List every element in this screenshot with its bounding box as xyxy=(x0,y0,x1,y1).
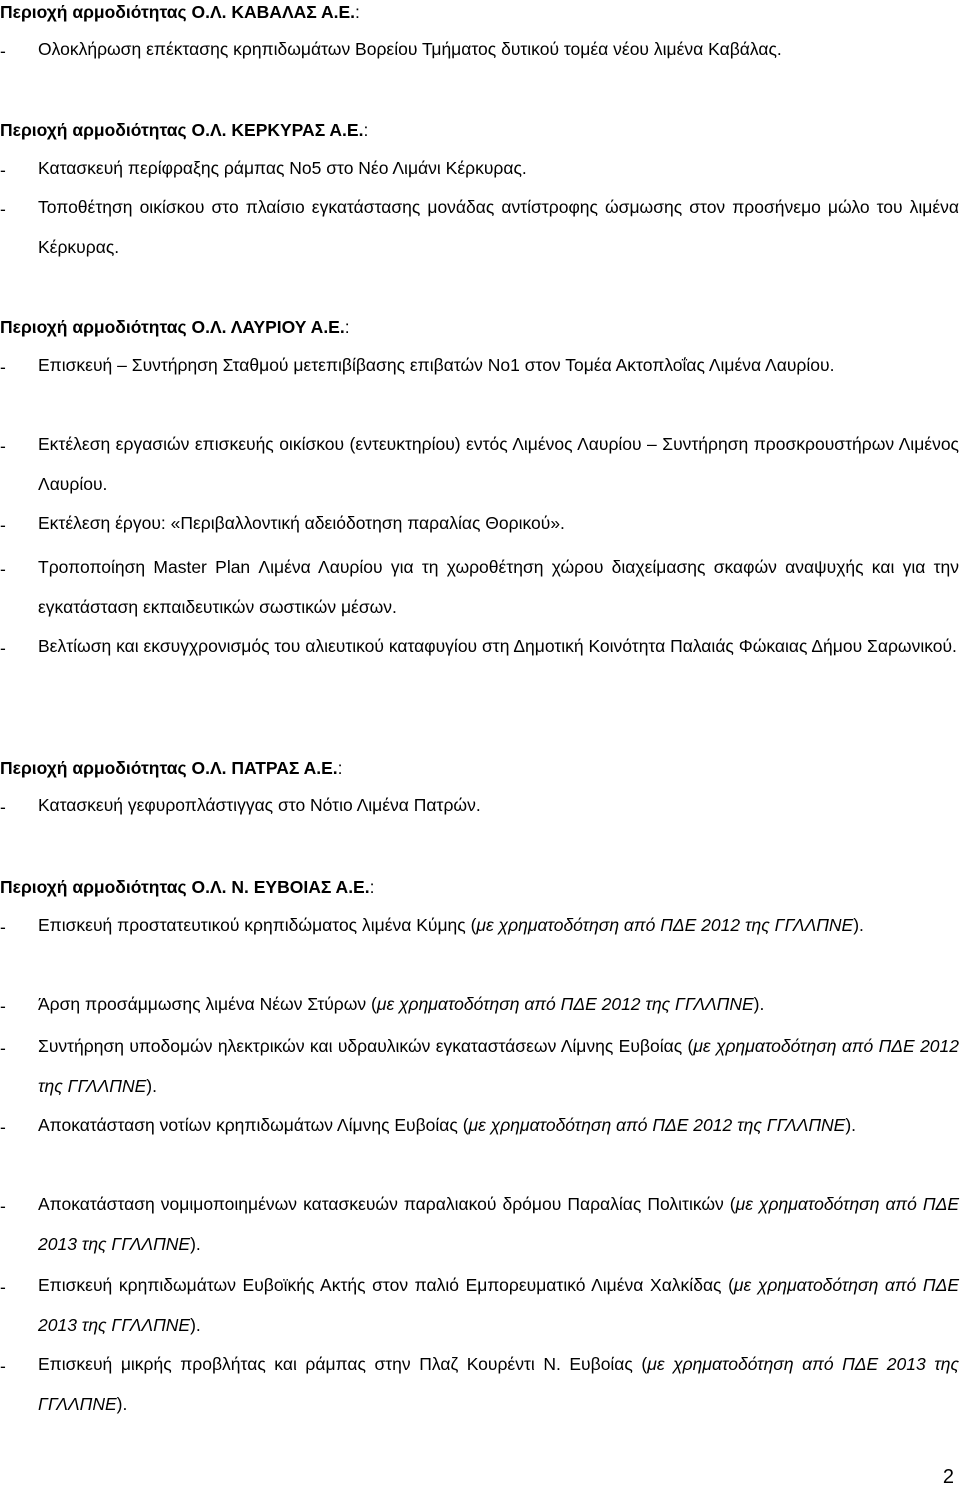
section-heading-colon: : xyxy=(363,120,369,140)
list-item-text xyxy=(38,985,959,1025)
text-run: Επισκευή – Συντήρηση Σταθμού μετεπιβίβασης επιβατών Νο1 στον Τομέα Ακτοπλοΐας Λιμένα Λαυρίου. xyxy=(38,355,835,375)
text-run: Αποκατάσταση νομιμοποιημένων κατασκευών παραλιακού δρόμου Παραλίας Πολιτικών ( xyxy=(38,1194,736,1214)
section-heading-colon: : xyxy=(369,877,375,897)
section-heading-title: Περιοχή αρμοδιότητας Ο.Λ. ΚΑΒΑΛΑΣ Α.Ε. xyxy=(0,2,355,22)
list-dash: - xyxy=(0,515,6,535)
text-run: Κατασκευή γεφυροπλάστιγγας στο Νότιο Λιμένα Πατρών. xyxy=(38,795,481,815)
list-dash: - xyxy=(0,436,6,456)
section-heading-title: Περιοχή αρμοδιότητας Ο.Λ. Ν. ΕΥΒΟΙΑΣ Α.Ε. xyxy=(0,877,370,897)
text-run: Τοποθέτηση οικίσκου στο πλαίσιο εγκατάστασης μονάδας αντίστροφης ώσμωσης στον προσήνεμο μώλο του λιμένα Κέρκυρας. xyxy=(38,197,959,257)
text-run: ). xyxy=(853,915,864,935)
list-dash: - xyxy=(0,1038,6,1058)
section-heading xyxy=(0,758,343,779)
list-dash: - xyxy=(0,1356,6,1376)
text-run: Τροποποίηση Master Plan Λιμένα Λαυρίου για τη χωροθέτηση χώρου διαχείμασης σκαφών αναψυχής και για την εγκατάσταση εκπαιδευτικών σωστικών μέσων. xyxy=(38,557,959,617)
section-heading xyxy=(0,2,360,23)
list-dash: - xyxy=(0,917,6,937)
list-dash: - xyxy=(0,41,6,61)
list-item-text xyxy=(38,346,959,386)
text-run: Ολοκλήρωση επέκτασης κρηπιδωμάτων Βορείου Τμήματος δυτικού τομέα νέου λιμένα Καβάλας. xyxy=(38,39,782,59)
text-run: Βελτίωση και εκσυγχρονισμός του αλιευτικού καταφυγίου στη Δημοτική Κοινότητα Παλαιάς Φώκαιας Δήμου Σαρωνικού. xyxy=(38,636,957,656)
list-dash: - xyxy=(0,160,6,180)
list-dash: - xyxy=(0,357,6,377)
text-run: Συντήρηση υποδομών ηλεκτρικών και υδραυλικών εγκαταστάσεων Λίμνης Ευβοίας ( xyxy=(38,1036,694,1056)
text-run: Κατασκευή περίφραξης ράμπας Νο5 στο Νέο Λιμάνι Κέρκυρας. xyxy=(38,158,527,178)
section-heading-title: Περιοχή αρμοδιότητας Ο.Λ. ΠΑΤΡΑΣ Α.Ε. xyxy=(0,758,338,778)
list-item-text xyxy=(38,1106,959,1146)
list-item-text xyxy=(38,188,959,267)
section-heading xyxy=(0,877,374,898)
list-item-text xyxy=(38,627,959,667)
list-item-text xyxy=(38,548,959,627)
section-heading-colon: : xyxy=(355,2,360,22)
list-item-text xyxy=(38,906,959,946)
list-item-text xyxy=(38,1266,959,1345)
text-run: Άρση προσάμμωσης λιμένα Νέων Στύρων ( xyxy=(38,994,377,1014)
text-run: Εκτέλεση έργου: «Περιβαλλοντική αδειόδοτηση παραλίας Θορικού». xyxy=(38,513,565,533)
section-heading-title: Περιοχή αρμοδιότητας Ο.Λ. ΚΕΡΚΥΡΑΣ Α.Ε. xyxy=(0,120,364,140)
list-dash: - xyxy=(0,1196,6,1216)
italic-text-run: με χρηματοδότηση από ΠΔΕ 2013 της ΓΓΛΛΠΝΕ xyxy=(38,1275,959,1335)
section-heading xyxy=(0,120,368,141)
italic-text-run: με χρηματοδότηση από ΠΔΕ 2012 της ΓΓΛΛΠΝΕ xyxy=(468,1115,846,1135)
italic-text-run: με χρηματοδότηση από ΠΔΕ 2012 της ΓΓΛΛΠΝΕ xyxy=(476,915,854,935)
list-item-text xyxy=(38,149,959,189)
page-number: 2 xyxy=(942,1466,954,1488)
list-dash: - xyxy=(0,559,6,579)
section-heading xyxy=(0,317,350,338)
text-run: ). xyxy=(190,1233,201,1254)
list-dash: - xyxy=(0,199,6,219)
section-heading-colon: : xyxy=(337,758,343,778)
list-dash: - xyxy=(0,1117,6,1137)
list-dash: - xyxy=(0,1277,6,1297)
italic-text-run: με χρηματοδότηση από ΠΔΕ 2012 της ΓΓΛΛΠΝΕ xyxy=(376,994,754,1014)
text-run: Αποκατάσταση νοτίων κρηπιδωμάτων Λίμνης Ευβοίας ( xyxy=(38,1115,469,1135)
list-item-text xyxy=(38,425,959,504)
text-run: Επισκευή μικρής προβλήτας και ράμπας στην Πλαζ Κουρέντι Ν. Ευβοίας ( xyxy=(38,1354,648,1374)
section-heading-colon: : xyxy=(344,317,350,337)
text-run: ). xyxy=(116,1393,128,1414)
italic-text-run: με χρηματοδότηση από ΠΔΕ 2012 της ΓΓΛΛΠΝΕ xyxy=(38,1036,960,1096)
text-run: Επισκευή κρηπιδωμάτων Ευβοϊκής Ακτής στον παλιό Εμπορευματικό Λιμένα Χαλκίδας ( xyxy=(38,1275,734,1295)
list-item-text xyxy=(38,504,959,544)
italic-text-run: με χρηματοδότηση από ΠΔΕ 2013 της ΓΓΛΛΠΝΕ xyxy=(38,1354,959,1414)
list-item-text xyxy=(38,786,959,826)
list-item-text xyxy=(38,1345,959,1424)
list-item-text xyxy=(38,1185,959,1264)
italic-text-run: με χρηματοδότηση από ΠΔΕ 2013 της ΓΓΛΛΠΝΕ xyxy=(38,1194,959,1254)
list-item-text xyxy=(38,30,959,70)
text-run: Εκτέλεση εργασιών επισκευής οικίσκου (εντευκτηρίου) εντός Λιμένος Λαυρίου – Συντήρηση προσκρουστήρων Λιμένος Λαυρίου. xyxy=(38,434,959,494)
list-dash: - xyxy=(0,638,6,658)
list-item-text xyxy=(38,1027,959,1106)
text-run: ). xyxy=(845,1115,857,1135)
text-run: ). xyxy=(146,1075,157,1096)
list-dash: - xyxy=(0,797,6,817)
section-heading-title: Περιοχή αρμοδιότητας Ο.Λ. ΛΑΥΡΙΟΥ Α.Ε. xyxy=(0,317,345,337)
text-run: ). xyxy=(753,994,765,1014)
list-dash: - xyxy=(0,996,6,1016)
text-run: ). xyxy=(190,1314,201,1335)
text-run: Επισκευή προστατευτικού κρηπιδώματος λιμένα Κύμης ( xyxy=(38,915,477,935)
